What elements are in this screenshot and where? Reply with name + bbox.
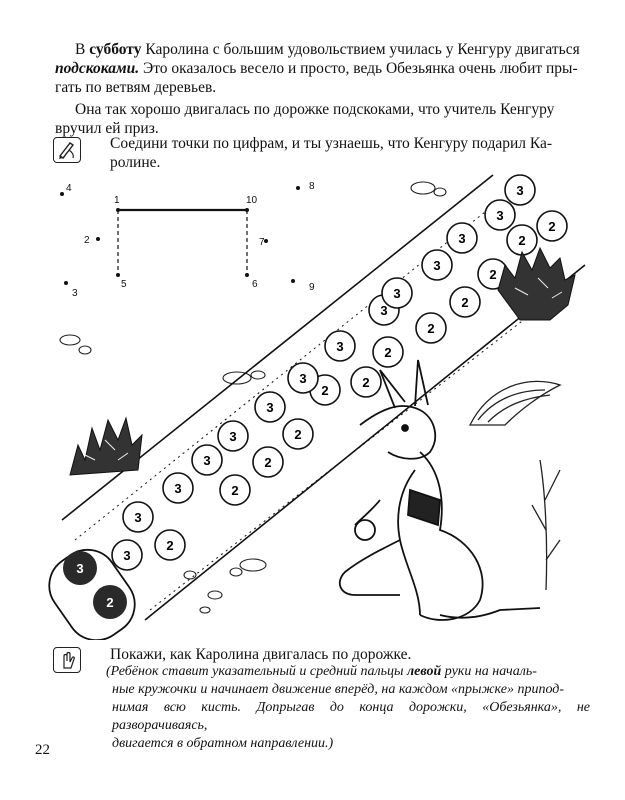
svg-text:3: 3 [299,371,307,386]
svg-text:3: 3 [174,481,182,496]
word-saturday: субботу [89,41,142,58]
circle-2 [450,287,480,317]
circle-3 [288,363,318,393]
task-connect-dots: Соедини точки по цифрам, и ты узнаешь, что Кенгуру подарил Ка- ролине. [110,135,553,171]
pencil-hand-icon [53,137,81,163]
svg-text:2: 2 [321,383,329,398]
dot-label-10: 10 [246,195,258,206]
dot-label-6: 6 [252,279,258,290]
svg-text:2: 2 [461,295,469,310]
circle-3 [485,200,515,230]
circle-3 [382,278,412,308]
svg-text:3: 3 [336,339,344,354]
svg-text:3: 3 [393,286,401,301]
dot-puzzle [60,181,315,299]
dot-label-7: 7 [259,237,265,248]
circle-3 [255,392,285,422]
start-circle-3: 3 [76,561,84,576]
svg-text:3: 3 [433,258,441,273]
svg-text:2: 2 [427,321,435,336]
circle-3 [422,250,452,280]
svg-text:2: 2 [166,538,174,553]
svg-text:2: 2 [264,455,272,470]
svg-text:3: 3 [123,548,131,563]
start-circle-2: 2 [106,595,114,610]
grass-tuft [470,381,560,590]
circle-2 [537,211,567,241]
svg-text:2: 2 [384,345,392,360]
circle-3 [447,223,477,253]
svg-text:2: 2 [548,219,556,234]
paragraph-intro: В субботу Каролина с большим удовольствием училась у Кенгуру двигаться подскоками. Это оказалось весело и просто, ведь Обезьянка очень любит пры- гать по ветвям деревьев. [55,41,580,96]
svg-text:3: 3 [266,400,274,415]
svg-text:2: 2 [489,267,497,282]
svg-text:3: 3 [134,510,142,525]
svg-text:2: 2 [294,427,302,442]
circle-2 [283,419,313,449]
bush-left [70,418,142,475]
svg-text:2: 2 [231,483,239,498]
svg-text:3: 3 [203,453,211,468]
circle-3 [112,540,142,570]
paragraph-prize: Она так хорошо двигалась по дорожке подскоками, что учитель Кенгуру вручил ей приз. [55,101,555,137]
svg-text:3: 3 [380,303,388,318]
svg-text:3: 3 [496,208,504,223]
page-number: 22 [35,742,50,758]
word-hops: подскоками. [55,60,140,77]
dot-label-2: 2 [84,235,90,246]
dot-label-8: 8 [309,181,315,192]
circle-3 [192,445,222,475]
circle-3 [163,473,193,503]
dot-label-9: 9 [309,282,315,293]
circle-2 [253,447,283,477]
hand-motion-icon [53,647,81,673]
svg-text:3: 3 [516,183,524,198]
circle-3 [123,502,153,532]
circle-2 [220,475,250,505]
circle-3 [505,175,535,205]
dot-label-5: 5 [121,279,127,290]
illustration [0,170,625,640]
circle-2 [155,530,185,560]
circle-2 [416,313,446,343]
instructions-note: (Ребёнок ставит указательный и средний пальцы левой руки на началь- ные кружочки и начинает движение вперёд, на каждом «прыжке» припод- нимая всю кисть. Допрыгав до конца дорожки, «Обезьянка», не разворачиваясь, двигается в обратном направлении.) [106,664,590,751]
circle-3 [218,421,248,451]
dot-label-4: 4 [66,183,72,194]
word-left: левой [407,664,442,679]
circle-2 [351,367,381,397]
svg-text:2: 2 [518,233,526,248]
path-circles [112,175,567,570]
bush-right [498,248,575,320]
dot-label-3: 3 [72,288,78,299]
circle-2 [507,225,537,255]
kangaroo-illustration [340,360,540,620]
dot-label-1: 1 [114,195,120,206]
svg-text:3: 3 [458,231,466,246]
svg-text:3: 3 [229,429,237,444]
circle-3 [325,331,355,361]
task-show-path: Покажи, как Каролина двигалась по дорожке. [110,646,412,663]
svg-text:2: 2 [362,375,370,390]
circle-2 [373,337,403,367]
